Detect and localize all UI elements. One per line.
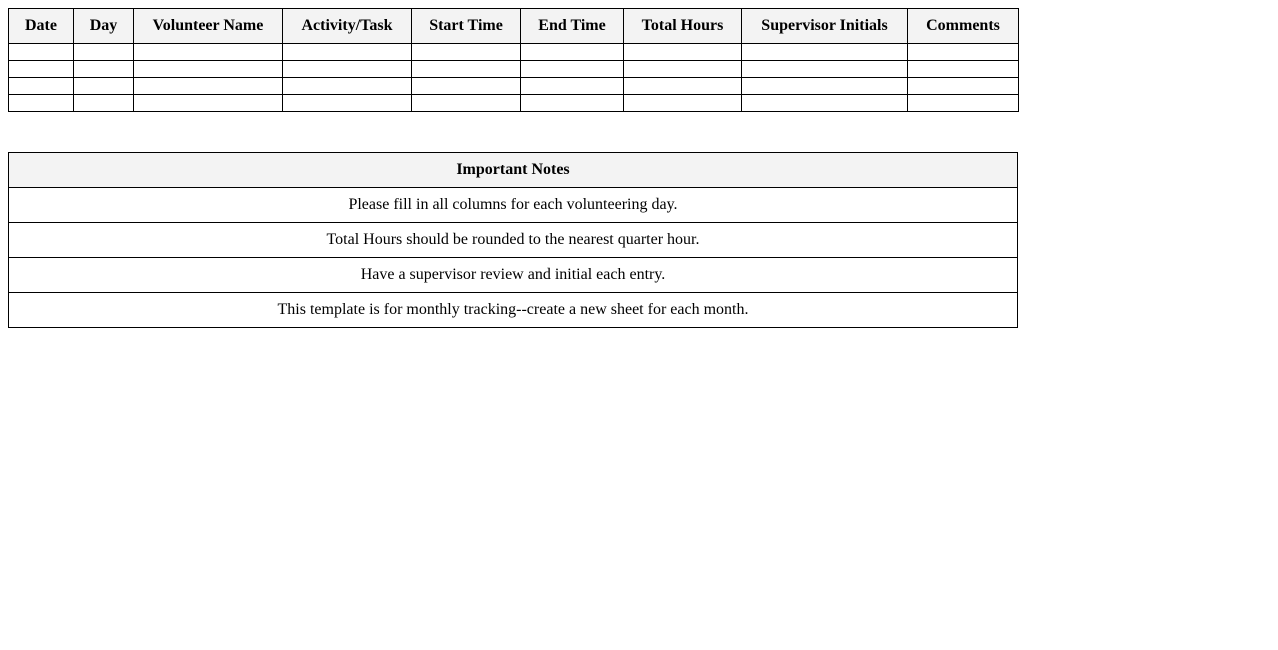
table-cell[interactable]	[134, 95, 283, 112]
table-cell[interactable]	[908, 95, 1019, 112]
table-row	[9, 44, 1019, 61]
table-cell[interactable]	[521, 95, 624, 112]
important-notes-table	[8, 152, 1018, 328]
table-cell[interactable]	[624, 61, 742, 78]
note-item: Total Hours should be rounded to the nearest quarter hour.	[9, 223, 1018, 258]
page-content	[8, 8, 1018, 328]
table-cell[interactable]	[74, 44, 134, 61]
table-cell[interactable]	[624, 78, 742, 95]
table-cell[interactable]	[908, 44, 1019, 61]
table-row	[9, 78, 1019, 95]
table-cell[interactable]	[521, 61, 624, 78]
notes-title: Important Notes	[9, 153, 1018, 188]
header-supervisor-initials: Supervisor Initials	[742, 9, 908, 44]
volunteer-log-table	[8, 8, 1019, 112]
header-volunteer-name: Volunteer Name	[134, 9, 283, 44]
table-cell[interactable]	[908, 61, 1019, 78]
note-item: Have a supervisor review and initial each entry.	[9, 258, 1018, 293]
notes-header-row	[9, 153, 1018, 188]
header-activity-task: Activity/Task	[283, 9, 412, 44]
header-day: Day	[74, 9, 134, 44]
table-cell[interactable]	[412, 78, 521, 95]
table-cell[interactable]	[412, 61, 521, 78]
table-cell[interactable]	[742, 95, 908, 112]
table-cell[interactable]	[412, 95, 521, 112]
note-row	[9, 258, 1018, 293]
note-row	[9, 188, 1018, 223]
table-cell[interactable]	[283, 78, 412, 95]
table-cell[interactable]	[9, 78, 74, 95]
table-cell[interactable]	[74, 78, 134, 95]
table-cell[interactable]	[9, 44, 74, 61]
log-header-row	[9, 9, 1019, 44]
table-cell[interactable]	[74, 61, 134, 78]
table-cell[interactable]	[283, 95, 412, 112]
table-cell[interactable]	[134, 44, 283, 61]
table-row	[9, 61, 1019, 78]
table-cell[interactable]	[9, 61, 74, 78]
table-cell[interactable]	[283, 44, 412, 61]
table-cell[interactable]	[908, 78, 1019, 95]
header-date: Date	[9, 9, 74, 44]
table-cell[interactable]	[9, 95, 74, 112]
table-cell[interactable]	[412, 44, 521, 61]
header-end-time: End Time	[521, 9, 624, 44]
note-row	[9, 223, 1018, 258]
note-row	[9, 293, 1018, 328]
table-cell[interactable]	[283, 61, 412, 78]
table-cell[interactable]	[742, 78, 908, 95]
header-comments: Comments	[908, 9, 1019, 44]
table-cell[interactable]	[521, 44, 624, 61]
note-item: Please fill in all columns for each volunteering day.	[9, 188, 1018, 223]
header-total-hours: Total Hours	[624, 9, 742, 44]
table-cell[interactable]	[521, 78, 624, 95]
note-item: This template is for monthly tracking--create a new sheet for each month.	[9, 293, 1018, 328]
table-cell[interactable]	[624, 44, 742, 61]
table-cell[interactable]	[624, 95, 742, 112]
table-cell[interactable]	[742, 61, 908, 78]
table-cell[interactable]	[134, 78, 283, 95]
table-row	[9, 95, 1019, 112]
table-cell[interactable]	[74, 95, 134, 112]
table-cell[interactable]	[134, 61, 283, 78]
table-cell[interactable]	[742, 44, 908, 61]
header-start-time: Start Time	[412, 9, 521, 44]
